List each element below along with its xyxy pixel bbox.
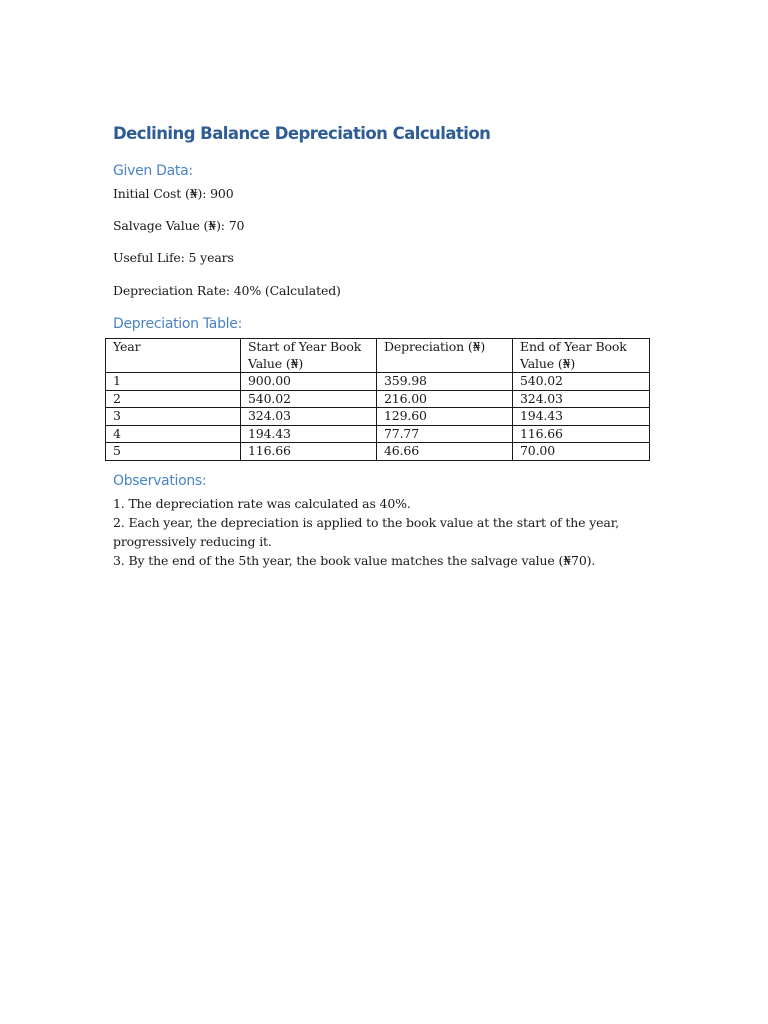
table-cell-year: 3	[106, 408, 241, 426]
table-cell-start-value: 900.00	[241, 373, 377, 391]
salvage-value-line: Salvage Value (₦): 70	[113, 218, 245, 233]
table-cell-year: 5	[106, 443, 241, 461]
useful-life-line: Useful Life: 5 years	[113, 250, 234, 265]
table-row	[106, 390, 650, 408]
depreciation-rate-line: Depreciation Rate: 40% (Calculated)	[113, 283, 341, 298]
observation-line-3: 3. By the end of the 5th year, the book value matches the salvage value (₦70).	[113, 553, 596, 568]
table-cell-start-value: 540.02	[241, 390, 377, 408]
column-header-start-value: Start of Year Book Value (₦)	[241, 339, 377, 373]
table-cell-depreciation: 77.77	[377, 425, 513, 443]
observation-line-2: 2. Each year, the depreciation is applied to the book value at the start of the year,	[113, 515, 619, 530]
table-cell-depreciation: 216.00	[377, 390, 513, 408]
table-cell-end-value: 324.03	[513, 390, 650, 408]
table-row	[106, 408, 650, 426]
given-data-heading: Given Data:	[113, 163, 193, 179]
table-cell-start-value: 194.43	[241, 425, 377, 443]
table-cell-year: 4	[106, 425, 241, 443]
table-cell-year: 2	[106, 390, 241, 408]
column-header-end-value: End of Year Book Value (₦)	[513, 339, 650, 373]
initial-cost-line: Initial Cost (₦): 900	[113, 186, 234, 201]
observations-heading: Observations:	[113, 473, 207, 489]
table-cell-end-value: 540.02	[513, 373, 650, 391]
table-cell-end-value: 194.43	[513, 408, 650, 426]
table-cell-depreciation: 46.66	[377, 443, 513, 461]
table-cell-end-value: 70.00	[513, 443, 650, 461]
table-row	[106, 373, 650, 391]
table-cell-depreciation: 359.98	[377, 373, 513, 391]
table-row	[106, 443, 650, 461]
observation-line-2-continued: progressively reducing it.	[113, 534, 272, 549]
depreciation-table	[105, 338, 650, 461]
table-cell-year: 1	[106, 373, 241, 391]
table-cell-end-value: 116.66	[513, 425, 650, 443]
table-cell-start-value: 116.66	[241, 443, 377, 461]
table-row	[106, 425, 650, 443]
table-cell-depreciation: 129.60	[377, 408, 513, 426]
document-title: Declining Balance Depreciation Calculation	[113, 124, 491, 143]
column-header-year: Year	[106, 339, 241, 373]
table-cell-start-value: 324.03	[241, 408, 377, 426]
column-header-depreciation: Depreciation (₦)	[377, 339, 513, 373]
table-header-row	[106, 339, 650, 373]
observation-line-1: 1. The depreciation rate was calculated as 40%.	[113, 496, 411, 511]
depreciation-table-heading: Depreciation Table:	[113, 316, 242, 332]
